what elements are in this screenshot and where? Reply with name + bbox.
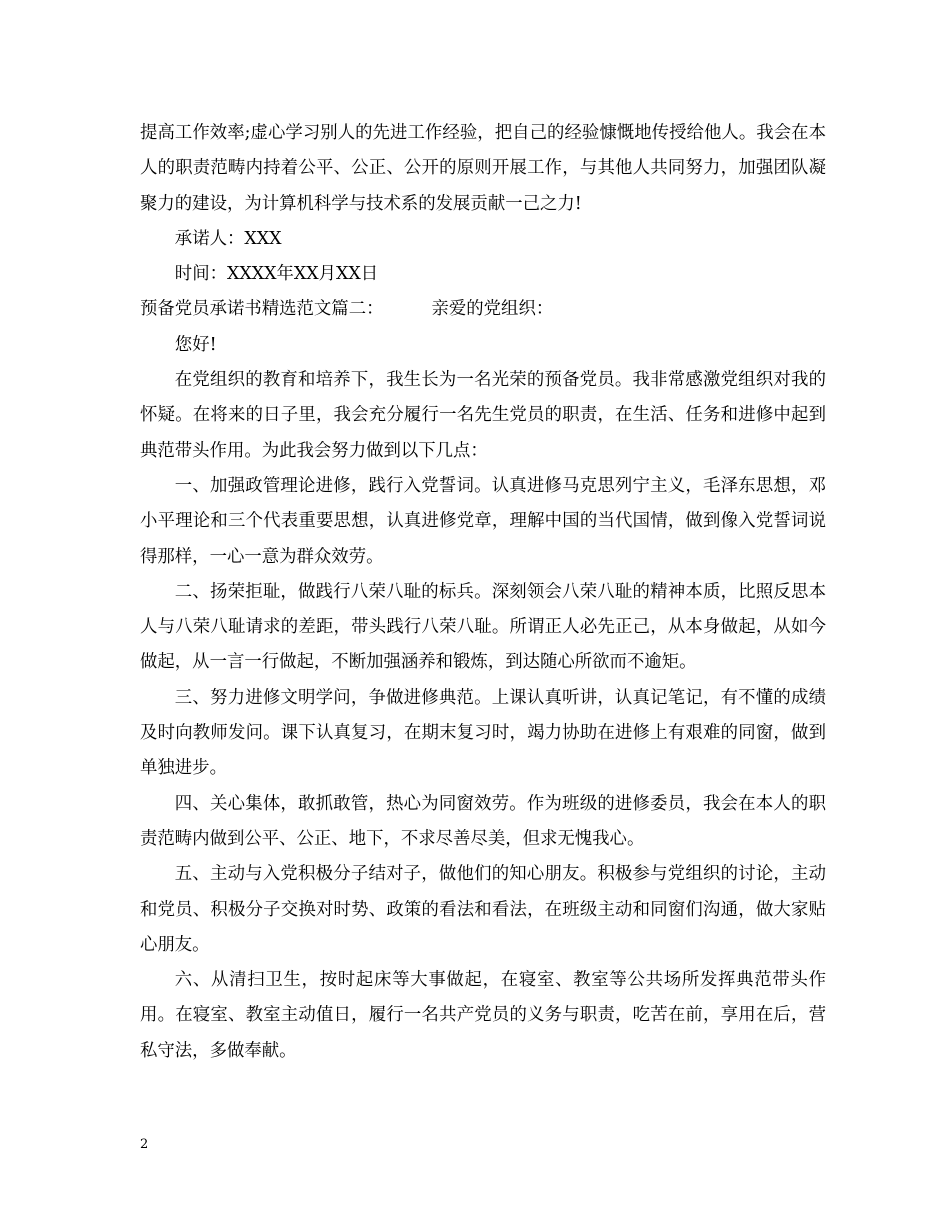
document-body	[140, 116, 826, 1069]
section-title: 预备党员承诺书精选范文篇二：	[140, 299, 384, 320]
page-number: 2	[140, 1137, 149, 1152]
signer-line: 承诺人：XXX	[174, 228, 282, 249]
paragraph-closing: 提高工作效率;虚心学习别人的先进工作经验，把自己的经验慷慨地传授给他人。我会在本人的职责范畴内持着公平、公正、公开的原则开展工作，与其他人共同努力，加强团队凝聚力的建设，为计算机科学与技术系的发展贡献一己之力!	[140, 123, 826, 214]
paragraph-point-2: 二、扬荣拒耻，做践行八荣八耻的标兵。深刻领会八荣八耻的精神本质，比照反思本人与八荣八耻请求的差距，带头践行八荣八耻。所谓正人必先正己，从本身做起，从如今做起，从一言一行做起，不断加强涵养和锻炼，到达随心所欲而不逾矩。	[140, 581, 826, 673]
paragraph-point-5: 五、主动与入党积极分子结对子，做他们的知心朋友。积极参与党组织的讨论，主动和党员、积极分子交换对时势、政策的看法和看法，在班级主动和同窗们沟通，做大家贴心朋友。	[140, 864, 826, 955]
paragraph-point-4: 四、关心集体，敢抓敢管，热心为同窗效劳。作为班级的进修委员，我会在本人的职责范畴内做到公平、公正、地下，不求尽善尽美，但求无愧我心。	[140, 793, 826, 849]
salutation: 亲爱的党组织：	[431, 299, 554, 320]
greeting: 您好!	[174, 334, 217, 355]
paragraph-point-3: 三、努力进修文明学问，争做进修典范。上课认真听讲，认真记笔记，有不懂的成绩及时向教师发问。课下认真复习，在期末复习时，竭力协助在进修上有艰难的同窗，做到单独进步。	[140, 687, 826, 779]
paragraph-intro: 在党组织的教育和培养下，我生长为一名光荣的预备党员。我非常感激党组织对我的怀疑。在将来的日子里，我会充分履行一名先生党员的职责，在生活、任务和进修中起到典范带头作用。为此我会努力做到以下几点：	[140, 370, 826, 461]
paragraph-point-1: 一、加强政管理论进修，践行入党誓词。认真进修马克思列宁主义，毛泽东思想，邓小平理论和三个代表重要思想，认真进修党章，理解中国的当代国情，做到像入党誓词说得那样，一心一意为群众效劳。	[140, 475, 826, 567]
date-line: 时间：XXXX年XX月XX日	[174, 264, 379, 285]
section-heading	[140, 292, 826, 327]
paragraph-point-6: 六、从清扫卫生，按时起床等大事做起，在寝室、教室等公共场所发挥典范带头作用。在寝室、教室主动值日，履行一名共产党员的义务与职责，吃苦在前，享用在后，营私守法，多做奉献。	[140, 970, 826, 1061]
